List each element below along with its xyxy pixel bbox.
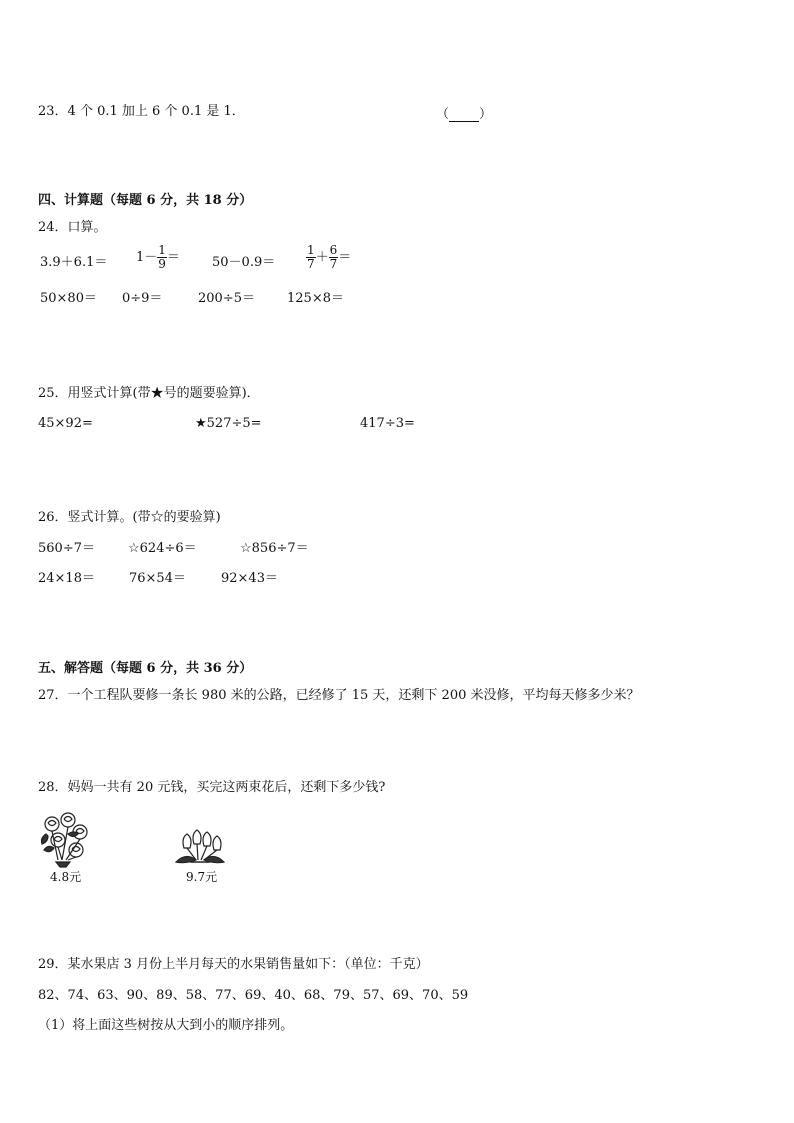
q26-item: 92×43＝ — [221, 571, 278, 586]
expr-prefix: 1－ — [136, 249, 158, 265]
fraction — [329, 244, 339, 271]
section5-title: 五、解答题（每题 6 分，共 36 分） — [38, 661, 253, 676]
q24-expr-1: 3.9＋6.1＝ — [40, 255, 108, 270]
denominator: 7 — [329, 257, 338, 271]
q26-item: ☆856÷7＝ — [240, 541, 309, 556]
fraction — [157, 244, 167, 271]
q27-text: 27．一个工程队要修一条长 980 米的公路，已经修了 15 天，还剩下 200 米没修，平均每天修多少米？ — [38, 688, 640, 703]
q24-row2-expr: 125×8＝ — [287, 291, 344, 306]
q24-expr-2 — [136, 244, 180, 271]
q25-title: 25．用竖式计算(带★号的题要验算)． — [38, 386, 260, 401]
q24-row2-expr: 200÷5＝ — [198, 291, 255, 306]
fraction — [306, 244, 316, 271]
q28-text: 28．妈妈一共有 20 元钱，买完这两束花后，还剩下多少钱? — [38, 780, 386, 795]
numerator: 6 — [329, 243, 338, 257]
price-label: 4.8元 — [50, 870, 82, 884]
q24-title: 24．口算。 — [38, 220, 107, 235]
q24-expr-4 — [306, 244, 351, 271]
plus-sign: ＋ — [315, 249, 329, 265]
q24-row2-expr: 50×80＝ — [40, 291, 97, 306]
q26-title: 26．竖式计算。(带☆的要验算) — [38, 510, 221, 525]
q26-item: 24×18＝ — [38, 571, 95, 586]
denominator: 9 — [158, 257, 166, 271]
section4-title: 四、计算题（每题 6 分，共 18 分） — [38, 193, 253, 208]
numerator: 1 — [158, 243, 166, 257]
price-label: 9.7元 — [186, 870, 218, 884]
q25-item: 45×92= — [38, 416, 93, 431]
equals-sign: ＝ — [338, 249, 352, 265]
q29-data: 82、74、63、90、89、58、77、69、40、68、79、57、69、70、59 — [38, 988, 469, 1003]
q26-item: 560÷7＝ — [38, 541, 95, 556]
q29-text: 29．某水果店 3 月份上半月每天的水果销售量如下：（单位：千克） — [38, 957, 429, 972]
numerator: 1 — [307, 243, 315, 257]
q26-item: ☆624÷6＝ — [128, 541, 197, 556]
answer-blank[interactable] — [449, 107, 479, 122]
q24-expr-3: 50－0.9＝ — [212, 255, 276, 270]
q25-item: ★527÷5= — [195, 416, 262, 431]
q25-item: 417÷3= — [360, 416, 415, 431]
q24-row2-expr: 0÷9＝ — [122, 291, 163, 306]
rose-bouquet-icon — [38, 810, 90, 868]
q26-item: 76×54＝ — [129, 571, 186, 586]
q23-answer-paren — [436, 103, 492, 122]
paren-open: （ — [436, 107, 450, 122]
paren-close: ） — [479, 107, 493, 122]
q29-sub1: （1）将上面这些树按从大到小的顺序排列。 — [38, 1018, 294, 1033]
equals-sign: ＝ — [166, 249, 180, 265]
q23-text: 23．4 个 0.1 加上 6 个 0.1 是 1． — [38, 104, 245, 119]
tulip-bouquet-icon — [174, 828, 226, 866]
denominator: 7 — [307, 257, 315, 271]
